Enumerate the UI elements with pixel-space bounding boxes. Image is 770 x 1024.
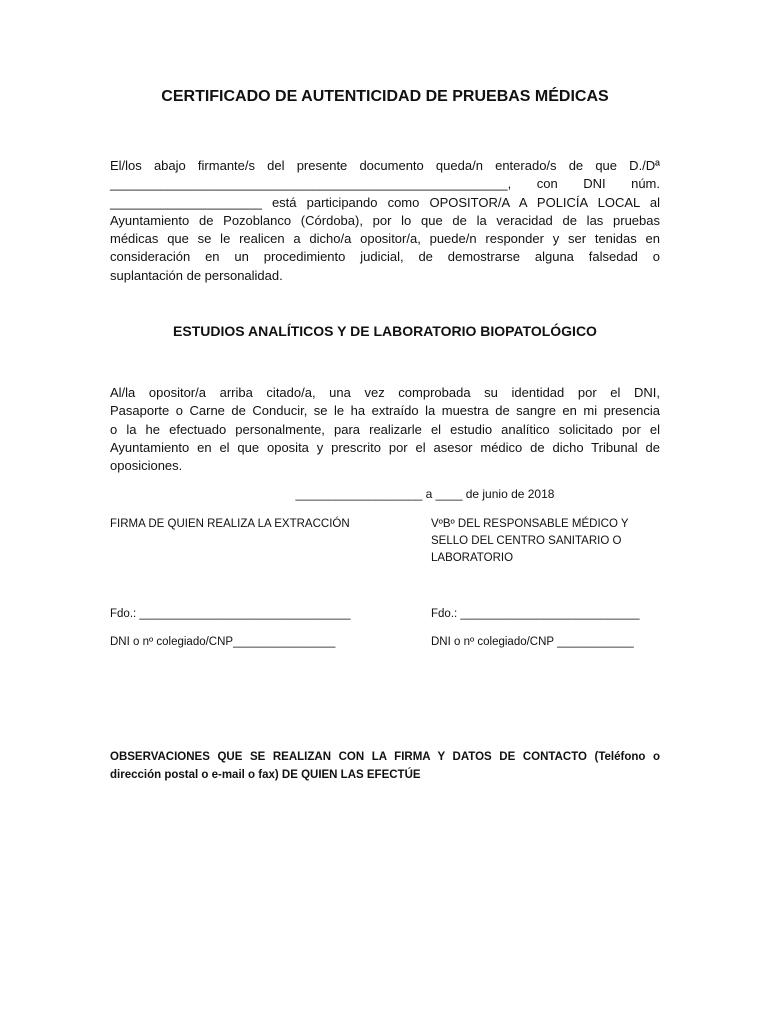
dni-right-field: DNI o nº colegiado/CNP ____________ <box>431 636 634 648</box>
section-title: ESTUDIOS ANALÍTICOS Y DE LABORATORIO BIOPATOLÓGICO <box>173 323 597 339</box>
dni-left-field: DNI o nº colegiado/CNP________________ <box>110 636 336 648</box>
intro-line: _______________________________________________________, con DNI núm. <box>110 176 660 192</box>
intro-line: El/los abajo firmante/s del presente documento queda/n enterado/s de que D./Dª <box>110 158 660 173</box>
section-line: Pasaporte o Carne de Conducir, se le ha extraído la muestra de sangre en mi presencia <box>110 403 660 419</box>
section-line: oposiciones. <box>110 458 183 474</box>
intro-line: médicas que se le realicen a dicho/a opositor/a, puede/n responder y ser tenidas en <box>110 231 660 247</box>
date-line: ___________________ a ____ de junio de 2018 <box>295 487 555 501</box>
section-paragraph <box>110 384 660 475</box>
observations-line: OBSERVACIONES QUE SE REALIZAN CON LA FIRMA Y DATOS DE CONTACTO (Teléfono o <box>110 751 660 763</box>
signature-left-label: FIRMA DE QUIEN REALIZA LA EXTRACCIÓN <box>110 518 350 530</box>
fdo-left-field: Fdo.: _________________________________ <box>110 608 351 620</box>
intro-paragraph <box>110 157 660 285</box>
signature-right-line: VºBº DEL RESPONSABLE MÉDICO Y <box>431 518 629 530</box>
observations-heading <box>110 748 660 784</box>
section-line: Al/la opositor/a arriba citado/a, una vez comprobada su identidad por el DNI, <box>110 385 660 400</box>
observations-line: dirección postal o e-mail o fax) DE QUIEN LAS EFECTÚE <box>110 769 421 781</box>
document-title: CERTIFICADO DE AUTENTICIDAD DE PRUEBAS MÉDICAS <box>161 88 609 105</box>
signature-right-line: SELLO DEL CENTRO SANITARIO O <box>431 535 622 547</box>
intro-line: consideración en un procedimiento judicial, de demostrarse alguna falsedad o <box>110 249 660 265</box>
intro-line: suplantación de personalidad. <box>110 267 283 283</box>
intro-line: Ayuntamiento de Pozoblanco (Córdoba), por lo que de la veracidad de las pruebas <box>110 212 660 228</box>
signature-right-line: LABORATORIO <box>431 552 514 564</box>
section-line: o la he efectuado personalmente, para realizarle el estudio analítico solicitado por el <box>110 421 660 437</box>
fdo-right-field: Fdo.: ____________________________ <box>431 608 640 620</box>
section-line: Ayuntamiento en el que oposita y prescrito por el asesor médico de dicho Tribunal de <box>110 439 660 455</box>
intro-line: _____________________ está participando como OPOSITOR/A A POLICÍA LOCAL al <box>110 194 660 210</box>
signature-right-label <box>431 516 661 567</box>
